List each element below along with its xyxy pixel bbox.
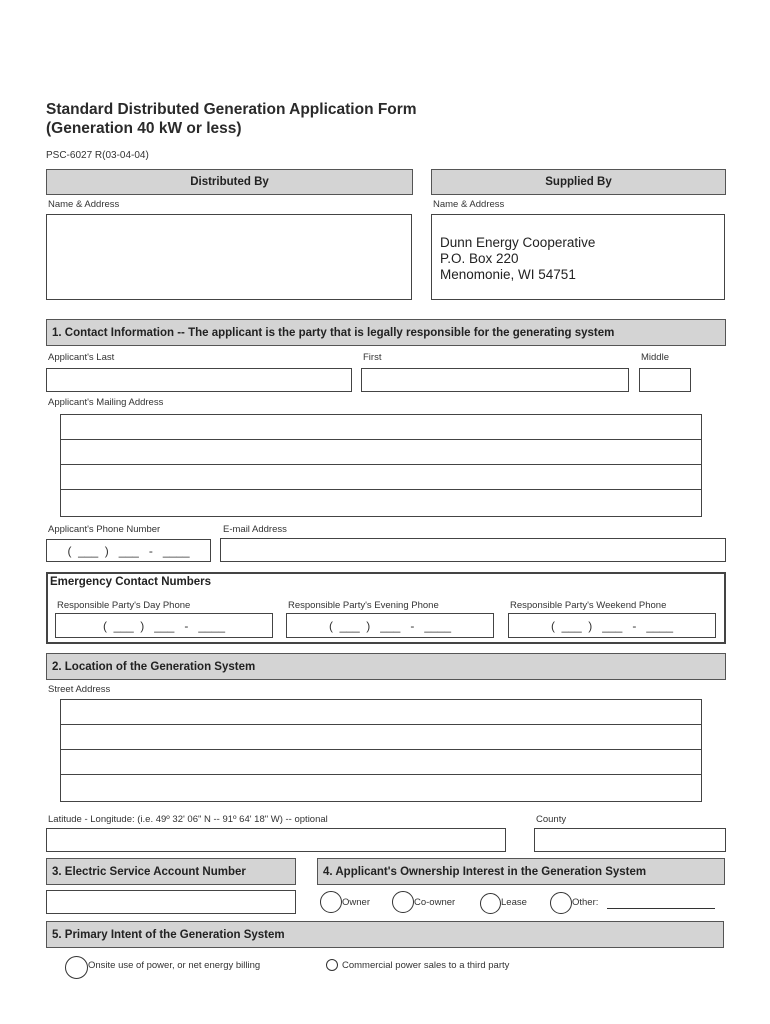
phone-number-label: Applicant's Phone Number xyxy=(48,524,161,535)
section2-header: 2. Location of the Generation System xyxy=(46,653,726,680)
latlong-label: Latitude - Longitude: (i.e. 49º 32' 06" N -- 91º 64' 18" W) -- optional xyxy=(48,814,328,825)
supplied-address-line3: Menomonie, WI 54751 xyxy=(440,267,576,282)
emergency-contact-title: Emergency Contact Numbers xyxy=(50,576,212,588)
supplied-by-label: Name & Address xyxy=(433,199,505,210)
section4-header: 4. Applicant's Ownership Interest in the Generation System xyxy=(317,858,725,885)
applicant-last-label: Applicant's Last xyxy=(48,352,115,363)
applicant-phone-field[interactable]: ( ___ ) ___ - ____ xyxy=(46,539,211,562)
applicant-middle-label: Middle xyxy=(641,352,669,363)
mailing-address-field[interactable] xyxy=(60,414,702,517)
distributed-by-label: Name & Address xyxy=(48,199,120,210)
form-title-line1: Standard Distributed Generation Application Form xyxy=(46,101,417,118)
other-text-line[interactable] xyxy=(607,907,715,909)
evening-phone-label: Responsible Party's Evening Phone xyxy=(288,600,439,611)
onsite-use-label: Onsite use of power, or net energy billing xyxy=(88,960,261,971)
other-radio[interactable] xyxy=(550,892,572,914)
coowner-radio[interactable] xyxy=(392,891,414,913)
applicant-last-name-field[interactable] xyxy=(46,368,352,392)
account-number-field[interactable] xyxy=(46,890,296,914)
supplied-by-address xyxy=(431,214,725,300)
day-phone-label: Responsible Party's Day Phone xyxy=(57,600,191,611)
commercial-sales-radio[interactable] xyxy=(326,959,338,971)
form-title-line2: (Generation 40 kW or less) xyxy=(46,120,242,137)
lease-label: Lease xyxy=(501,897,527,908)
coowner-label: Co-owner xyxy=(414,897,456,908)
weekend-phone-field[interactable]: ( ___ ) ___ - ____ xyxy=(508,613,716,638)
onsite-use-radio[interactable] xyxy=(65,956,88,979)
lease-radio[interactable] xyxy=(480,893,501,914)
owner-radio[interactable] xyxy=(320,891,342,913)
latlong-field[interactable] xyxy=(46,828,506,852)
supplied-by-header: Supplied By xyxy=(431,169,726,195)
section1-header: 1. Contact Information -- The applicant is the party that is legally responsible for the generating system xyxy=(46,319,726,346)
street-address-label: Street Address xyxy=(48,684,111,695)
weekend-phone-label: Responsible Party's Weekend Phone xyxy=(510,600,667,611)
section5-header: 5. Primary Intent of the Generation System xyxy=(46,921,724,948)
email-field[interactable] xyxy=(220,538,726,562)
owner-label: Owner xyxy=(342,897,370,908)
day-phone-field[interactable]: ( ___ ) ___ - ____ xyxy=(55,613,273,638)
commercial-sales-label: Commercial power sales to a third party xyxy=(342,960,510,971)
form-title xyxy=(46,100,417,138)
form-number: PSC-6027 R(03-04-04) xyxy=(46,150,149,161)
applicant-first-name-field[interactable] xyxy=(361,368,629,392)
evening-phone-field[interactable]: ( ___ ) ___ - ____ xyxy=(286,613,494,638)
street-address-field[interactable] xyxy=(60,699,702,802)
other-label: Other: xyxy=(572,897,599,908)
section3-header: 3. Electric Service Account Number xyxy=(46,858,296,885)
supplied-address-line1: Dunn Energy Cooperative xyxy=(440,235,596,250)
distributed-by-address-field[interactable] xyxy=(46,214,412,300)
distributed-by-header: Distributed By xyxy=(46,169,413,195)
applicant-middle-name-field[interactable] xyxy=(639,368,691,392)
mailing-address-label: Applicant's Mailing Address xyxy=(48,397,164,408)
county-label: County xyxy=(536,814,567,825)
county-field[interactable] xyxy=(534,828,726,852)
supplied-address-line2: P.O. Box 220 xyxy=(440,251,519,266)
applicant-first-label: First xyxy=(363,352,382,363)
email-label: E-mail Address xyxy=(223,524,287,535)
